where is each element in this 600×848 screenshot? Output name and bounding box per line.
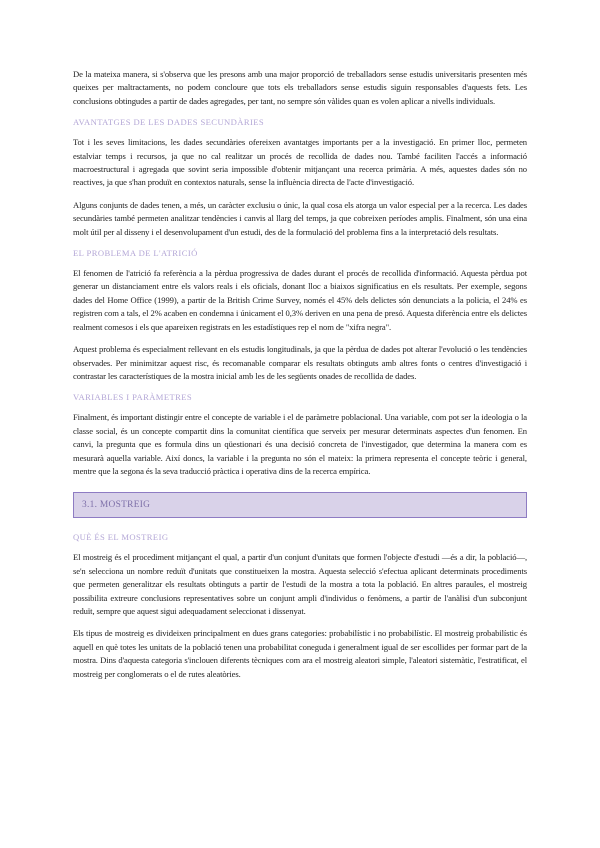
paragraph-attrition-2: Aquest problema és especialment rellevant en els estudis longitudinals, ja que la pèrdua de dades pot alterar l'evolució o les tendències observades. Per minimitzar aquest risc, és recomanable comparar els resultats obtinguts amb altres fonts o centres d'investigació i contrastar les característiques de la mostra inicial amb les de les següents onades de recollida de dades. — [73, 344, 527, 381]
heading-variables: VARIABLES I PARÀMETRES — [73, 392, 193, 403]
paragraph-aggregated-data: De la mateixa manera, si s'observa que les presons amb una major proporció de treballadors sense estudis universitaris presenten més queixes per maltractaments, no podem concloure que tots els treballadors sense estudis siguin responsables d'aquests fets. Les conclusions obtingudes a partir de dades agregades, per tant, no sempre són vàlides quan es volen aplicar a nivells individuals. — [73, 69, 527, 106]
section-title: 3.1. MOSTREIG — [82, 500, 151, 511]
heading-atricio: EL PROBLEMA DE L'ATRICIÓ — [73, 248, 198, 259]
heading-mostreig: QUÈ ÉS EL MOSTREIG — [73, 532, 169, 543]
paragraph-attrition-1: El fenomen de l'atrició fa referència a la pèrdua progressiva de dades durant el procés de recollida d'informació. Aquesta pèrdua pot generar un distanciament entre els valors reals i els oficials, donant lloc a biaixos significatius en els resultats. Per exemple, segons dades del Home Office (1999), a partir de la British Crime Survey, només el 45% dels delictes són denunciats a la policia, el 24% es registren com a tals, el 2% acaben en condemna i únicament el 0,3% deriven en una pena de presó. Aquesta diferència entre els delictes realment comesos i els que apareixen registrats en les estadístiques rep el nom de "xifra negra". — [73, 268, 527, 332]
paragraph-advantages-1: Tot i les seves limitacions, les dades secundàries ofereixen avantatges importants per a la investigació. En primer lloc, permeten estalviar temps i recursos, ja que no cal realitzar un procés de recollida de dades nou. També faciliten l'accés a informació macroestructural i agregada que sovint seria impossible d'obtenir mitjançant una recerca primària. A més, aquestes dades són no reactives, ja que s'han produït en contextos naturals, sense la influència directa de l'acte d'investigació. — [73, 137, 527, 188]
paragraph-advantages-2: Alguns conjunts de dades tenen, a més, un caràcter exclusiu o únic, la qual cosa els atorga un valor especial per a la recerca. Les dades secundàries també permeten analitzar tendències i canvis al llarg del temps, ja que cobreixen períodes amplis. Finalment, són una eina molt útil per al disseny i el desenvolupament d'un estudi, des de la formulació del problema fins a la interpretació dels resultats. — [73, 199, 527, 237]
heading-avantatges: AVANTATGES DE LES DADES SECUNDÀRIES — [73, 117, 265, 128]
section-header-box — [73, 492, 527, 518]
paragraph-sampling-2: Els tipus de mostreig es divideixen principalment en dues grans categories: probabilístic i no probabilístic. El mostreig probabilístic és aquell en què totes les unitats de la població tenen una probabilitat coneguda i generalment igual de ser escollides per formar part de la mostra. Dins d'aquesta categoria s'inclouen diferents tècniques com ara el mostreig aleatori simple, l'aleatori sistemàtic, l'estratificat, el mostreig per conglomerats o el de rutes aleatòries. — [73, 628, 527, 679]
paragraph-sampling-1: El mostreig és el procediment mitjançant el qual, a partir d'un conjunt d'unitats que formen l'objecte d'estudi —és a dir, la població—, se'n selecciona un nombre reduït d'unitats que constitueixen la mostra. Aquesta selecció s'efectua aplicant determinats procediments que permeten generalitzar els resultats obtinguts a partir de l'estudi de la mostra a tota la població. En altres paraules, el mostreig possibilita extreure conclusions representatives sobre un conjunt ampli d'individus o fenòmens, a partir de l'anàlisi d'un subconjunt reduït, sempre que aquest sigui adequadament seleccionat i dissenyat. — [73, 552, 527, 616]
paragraph-variables: Finalment, és important distingir entre el concepte de variable i el de paràmetre poblacional. Una variable, com pot ser la ideologia o la classe social, és un concepte compartit dins la comunitat científica que serveix per mesurar determinats aspectes d'un fenomen. En canvi, la pregunta que es formula dins un qüestionari és una decisió concreta de l'investigador, que determina la manera com es mesurarà aquella variable. Així doncs, la variable i la pregunta no són el mateix: la primera representa el concepte teòric i general, mentre que la segona és la seva traducció pràctica i operativa dins de la recerca empírica. — [73, 412, 527, 476]
